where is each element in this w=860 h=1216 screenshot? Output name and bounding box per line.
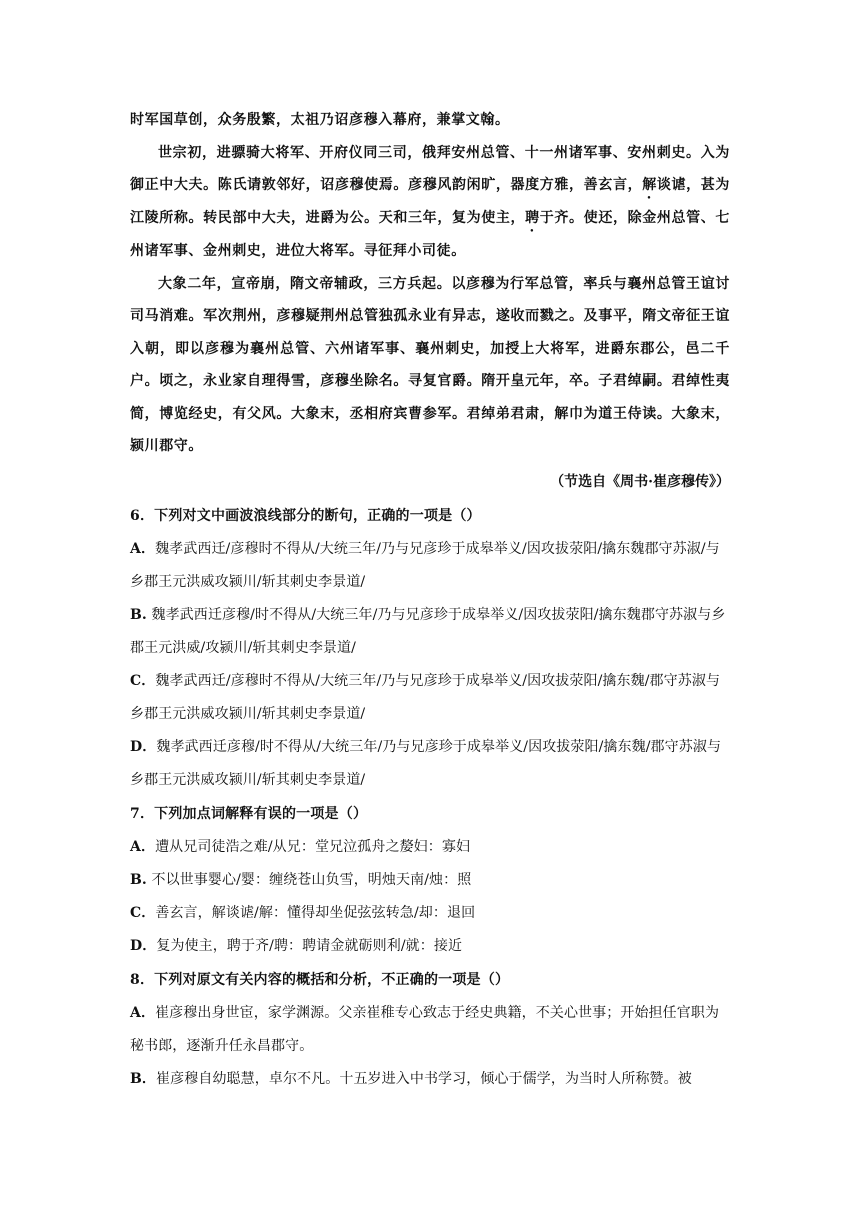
option-label: A． [130,540,156,557]
option-label: C． [130,904,156,921]
option-label: B． [130,1070,157,1087]
passage-paragraph-1: 时军国草创，众务殷繁，太祖乃诏彦穆入幕府，兼掌文翰。 [130,112,510,128]
option-text: 魏孝武西迁彦穆/时不得从/大统三年/乃与兄彦珍于成皋举义/因攻拔荥阳/擒东魏郡守苏淑与乡郡王元洪威/攻颍川/斩其刺史李景道/ [130,606,726,656]
option-label: B. [130,606,147,623]
option-label: D． [130,937,157,954]
question-6-stem: 6．下列对文中画波浪线部分的断句，正确的一项是（） [130,507,481,524]
question-7-option-c [130,897,730,930]
dotted-word-jie: 解 [642,177,657,193]
option-text: 魏孝武西迁彦穆/时不得从/大统三年/乃与兄彦珍于成皋举义/因攻拔荥阳/擒东魏/郡守苏淑与乡郡王元洪威攻颍川/斩其刺史李景道/ [130,738,722,788]
passage-source: （节选自《周书·崔彦穆传》） [550,473,730,490]
option-text: 魏孝武西迁/彦穆时不得从/大统三年/乃与兄彦珍于成皋举义/因攻拔荥阳/擒东魏郡守苏淑/与乡郡王元洪威攻颍川/斩其刺史李景道/ [130,540,720,590]
passage-paragraph-3: 大象二年，宣帝崩，隋文帝辅政，三方兵起。以彦穆为行军总管，率兵与襄州总管王谊讨司马消难。军次荆州，彦穆疑荆州总管独孤永业有异志，遂收而戮之。及事平，隋文帝征王谊入朝，即以彦穆为襄州总管、六州诸军事、襄州刺史，加授上大将军，进爵东郡公，邑二千户。顷之，永业家自理得雪，彦穆坐除名。寻复官爵。隋开皇元年，卒。子君绰嗣。君绰性夷简，博览经史，有父风。大象末，丞相府宾曹参军。君绰弟君肃，解巾为道王侍读。大象末，颍川郡守。 [130,275,730,454]
question-8 [130,963,730,1096]
question-7-stem: 7．下列加点词解释有误的一项是（） [130,805,368,822]
passage-paragraph-2 [130,137,730,268]
question-6 [130,499,730,797]
question-8-stem: 8．下列对原文有关内容的概括和分析，不正确的一项是（） [130,971,510,988]
option-label: C． [130,672,156,689]
question-7-option-d [130,930,730,963]
passage [130,104,730,463]
option-label: D． [130,738,157,755]
question-6-option-c [130,665,730,731]
dotted-word-pin: 聘 [525,210,540,226]
question-6-option-a [130,533,730,599]
passage-paragraph-2-text-a: 世宗初，进骠骑大将军、开府仪同三司，俄拜安州总管、十一州诸军事、安州刺史。入为御正中大夫。陈氏请敦邻好，诏彦穆使焉。彦穆风韵闲旷，器度方雅，善玄言， [130,144,730,193]
option-text: 善玄言，解谈谑/解：懂得却坐促弦弦转急/却：退回 [155,904,476,921]
option-text: 复为使主，聘于齐/聘：聘请金就砺则利/就：接近 [156,937,463,954]
document-page [130,104,730,1096]
option-text: 崔彦穆自幼聪慧，卓尔不凡。十五岁进入中书学习，倾心于儒学，为当时人所称赞。被 [156,1070,692,1087]
option-label: A． [130,838,156,855]
question-8-option-a [130,997,730,1063]
option-text: 遭从兄司徒浩之难/从兄：堂兄泣孤舟之嫠妇：寡妇 [155,838,471,855]
option-text: 不以世事婴心/婴：缠绕苍山负雪，明烛天南/烛：照 [146,871,472,888]
option-label: A． [130,1004,156,1021]
question-6-option-d [130,731,730,797]
question-7 [130,797,730,963]
option-text: 魏孝武西迁/彦穆时不得从/大统三年/乃与兄彦珍于成皋举义/因攻拔荥阳/擒东魏/郡守苏淑与乡郡王元洪威攻颍川/斩其刺史李景道/ [130,672,721,722]
question-6-option-b [130,599,730,665]
passage-paragraph-2-text-b: 谈谑，甚为江陵所称。转民部中大夫，进爵为公。天和三年，复为使主， [130,177,730,226]
question-7-option-a [130,831,730,864]
option-text: 崔彦穆出身世宦，家学渊源。父亲崔稚专心致志于经史典籍，不关心世事；开始担任官职为秘书郎，逐渐升任永昌郡守。 [130,1004,720,1054]
question-7-option-b [130,864,730,897]
option-label: B. [130,871,147,888]
passage-paragraph-2-text-c: 于齐。使还，除金州总管、七州诸军事、金州刺史，进位大将军。寻征拜小司徒。 [130,210,730,259]
question-8-option-b [130,1063,730,1096]
